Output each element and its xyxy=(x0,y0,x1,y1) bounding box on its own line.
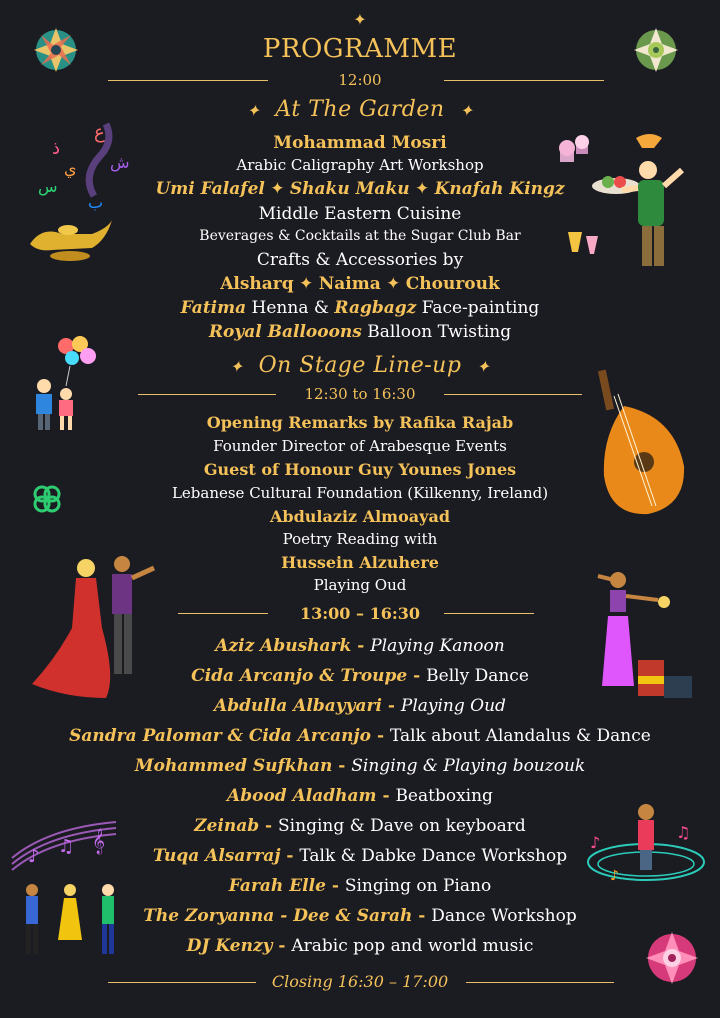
act-description: Singing & Playing bouzouk xyxy=(351,756,586,776)
act-separator: - xyxy=(371,726,390,746)
sparkle-icon: ✦ xyxy=(299,274,314,294)
svg-text:ش: ش xyxy=(110,153,130,172)
act-description: Talk & Dabke Dance Workshop xyxy=(299,846,568,866)
garden-desc: Crafts & Accessories by xyxy=(256,250,464,270)
act-name: Abood Aladham xyxy=(227,786,377,806)
stage-desc: Founder Director of Arabesque Events xyxy=(213,437,507,455)
act-separator: - xyxy=(376,786,396,806)
sparkle-icon: ✦ xyxy=(246,101,261,120)
act-separator: - xyxy=(351,636,371,656)
stage-act: Opening Remarks by Rafika Rajab xyxy=(206,413,514,432)
stage-desc: Lebanese Cultural Foundation (Kilkenny, Ireland) xyxy=(171,484,549,502)
svg-text:♪: ♪ xyxy=(590,833,601,852)
act-description: Singing on Piano xyxy=(344,876,492,896)
garden-food-vendors: Umi Falafel ✦ Shaku Maku ✦ Knafah Kingz xyxy=(155,179,565,199)
act-separator: - xyxy=(325,876,345,896)
waiter-icon xyxy=(554,128,704,298)
act-description: Dance Workshop xyxy=(431,906,577,926)
act-description: Playing Oud xyxy=(400,696,506,716)
act-description: Beatboxing xyxy=(395,786,493,806)
svg-text:♫: ♫ xyxy=(676,823,691,842)
garden-facepaint: Fatima Henna & Ragbagz Face-painting xyxy=(180,298,540,318)
act-description: Talk about Alandalus & Dance xyxy=(389,726,651,746)
svg-text:ي: ي xyxy=(64,159,77,178)
svg-text:♪: ♪ xyxy=(610,868,619,884)
svg-text:𝄞: 𝄞 xyxy=(92,829,106,854)
sparkle-icon: ✦ xyxy=(229,357,244,376)
act-name: Farah Elle xyxy=(228,876,326,896)
balloon-kids-icon xyxy=(26,334,106,434)
act-description: Singing & Dave on keyboard xyxy=(278,816,526,836)
singer-icon xyxy=(580,798,710,894)
stage-act: Guest of Honour Guy Younes Jones xyxy=(203,460,517,479)
act-description: Playing Kanoon xyxy=(370,636,505,656)
garden-craft-vendors: Alsharq ✦ Naima ✦ Chourouk xyxy=(220,274,500,294)
oud-icon xyxy=(594,366,694,526)
closing-time: Closing 16:30 – 17:00 xyxy=(271,972,449,991)
page-title: PROGRAMME xyxy=(262,34,458,64)
svg-text:♫: ♫ xyxy=(58,836,75,857)
act-name: Sandra Palomar & Cida Arcanjo xyxy=(69,726,372,746)
act-separator: - xyxy=(412,906,432,926)
act-separator: - xyxy=(280,846,300,866)
mandala-icon xyxy=(644,930,700,986)
stage-act: Hussein Alzuhere xyxy=(281,553,439,572)
music-notes-icon xyxy=(8,818,120,878)
act-name: Tuqa Alsarraj xyxy=(152,846,281,866)
act-name: Aziz Abushark xyxy=(215,636,352,656)
sparkle-icon: ✦ xyxy=(386,274,401,294)
svg-text:س: س xyxy=(38,177,58,196)
start-time: 12:00 xyxy=(338,71,382,89)
celtic-knot-icon xyxy=(32,484,62,514)
act-separator: - xyxy=(272,936,292,956)
act-name: Mohammed Sufkhan xyxy=(134,756,333,776)
drum-icon xyxy=(638,660,692,698)
sparkle-icon: ✦ xyxy=(459,101,474,120)
sparkle-icon: ✦ xyxy=(270,179,285,199)
belly-dancer-icon xyxy=(578,566,708,706)
act-separator: - xyxy=(332,756,352,776)
act-separator: - xyxy=(259,816,279,836)
list-item xyxy=(0,726,720,746)
act-separator: - xyxy=(407,666,427,686)
sparkle-icon: ✦ xyxy=(415,179,430,199)
stage-act: Abdulaziz Almoayad xyxy=(270,507,450,526)
dancers-icon xyxy=(14,880,134,970)
act-name: The Zoryanna - Dee & Sarah xyxy=(143,906,413,926)
stage-desc: Playing Oud xyxy=(313,576,407,594)
garden-artist: Mohammad Mosri xyxy=(273,133,447,153)
stage-desc: Poetry Reading with xyxy=(282,530,438,548)
act-description: Arabic pop and world music xyxy=(291,936,534,956)
garden-desc: Beverages & Cocktails at the Sugar Club Bar xyxy=(199,228,521,244)
cupcake-icon xyxy=(559,135,589,162)
garden-balloons: Royal Ballooons Balloon Twisting xyxy=(208,322,512,342)
section-heading-stage: ✦ On Stage Line-up ✦ xyxy=(229,353,491,378)
svg-text:ع: ع xyxy=(94,122,105,143)
list-item xyxy=(0,756,720,776)
act-name: Cida Arcanjo & Troupe xyxy=(191,666,408,686)
act-separator: - xyxy=(381,696,401,716)
dancing-couple-icon xyxy=(26,548,166,700)
sparkle-icon: ✦ xyxy=(353,10,367,29)
act-name: DJ Kenzy xyxy=(186,936,273,956)
act-name: Zeinab xyxy=(194,816,260,836)
svg-text:♪: ♪ xyxy=(28,846,40,867)
svg-text:ذ: ذ xyxy=(52,138,61,159)
genie-lamp-icon xyxy=(22,116,132,276)
afternoon-time: 13:00 – 16:30 xyxy=(299,604,420,623)
cocktail-icon xyxy=(568,232,598,254)
garden-desc: Arabic Caligraphy Art Workshop xyxy=(236,156,484,174)
act-name: Abdulla Albayyari xyxy=(214,696,382,716)
act-description: Belly Dance xyxy=(426,666,529,686)
section-heading-garden: ✦ At The Garden ✦ xyxy=(246,97,474,122)
sparkle-icon: ✦ xyxy=(476,357,491,376)
garden-desc: Middle Eastern Cuisine xyxy=(258,204,462,224)
stage-time: 12:30 to 16:30 xyxy=(304,385,416,403)
svg-text:ب: ب xyxy=(88,193,104,212)
